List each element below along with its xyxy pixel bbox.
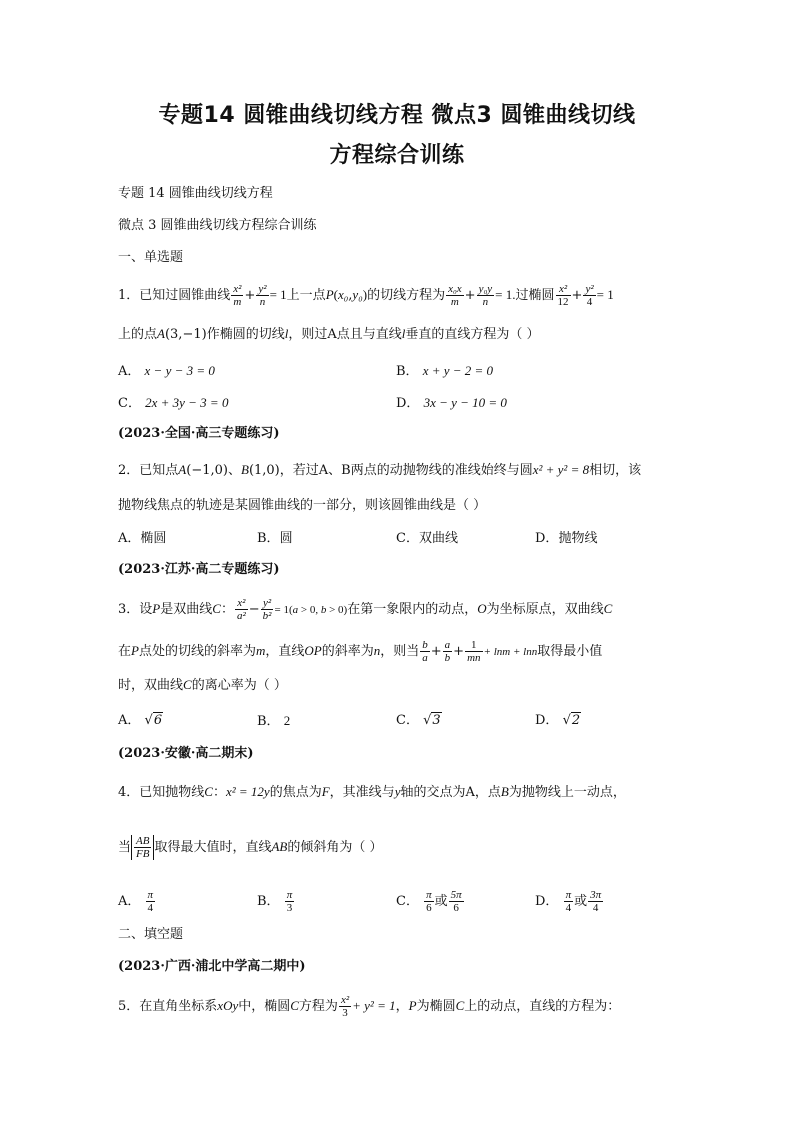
q3-option-c[interactable]: C． √3 xyxy=(396,713,441,728)
title-line-1: 专题14 圆锥曲线切线方程 微点3 圆锥曲线切线 xyxy=(158,103,636,128)
section-fill-blank: 二、填空题 xyxy=(118,927,184,942)
q3-option-b[interactable]: B． 2 xyxy=(257,713,291,729)
q1-frac-x2m: $\frac{\text{x²}}{m}$ xyxy=(233,283,242,308)
q1-line-1: 1．已知过圆锥曲线 $\frac{\text{x²}}{m}$ + $\frac{\text{y²}}{n}$ = 1上一点P(x₀,y₀)的切线方程为 $\frac{\text{x₀x}}{m}$ + $\frac{\text{y₀y}}{n}$ = 1.过椭圆 $\frac{\text{x²}}{12}$ + $\frac{\text{y²}}{4}$ = 1 xyxy=(118,283,614,308)
q2-option-c[interactable]: C．双曲线 xyxy=(396,531,458,546)
q1-option-c[interactable]: C． 2x + 3y − 3 = 0 xyxy=(118,395,229,411)
q3-line-1: 3．设P是双曲线C： $\frac{\text{x²}}{\text{a²}}$ − $\frac{\text{y²}}{\text{b²}}$ = 1(a > 0, b > 0)在第一象限内的动点，O为坐标原点，双曲线C xyxy=(118,597,613,622)
q5-source: (2023·广西·浦北中学高二期中) xyxy=(118,959,306,974)
q3-option-a[interactable]: A． √6 xyxy=(118,713,163,728)
q3-line-3: 时，双曲线C的离心率为（ ） xyxy=(118,677,287,693)
q1-option-d[interactable]: D． 3x − y − 10 = 0 xyxy=(396,395,507,411)
document-title xyxy=(100,96,694,176)
q2-option-a[interactable]: A．椭圆 xyxy=(118,531,167,546)
q4-option-a[interactable]: A． $\frac{\pi}{4}$ xyxy=(118,889,154,914)
q2-line-2: 抛物线焦点的轨迹是某圆锥曲线的一部分，则该圆锥曲线是（ ） xyxy=(118,498,487,513)
q2-option-d[interactable]: D．抛物线 xyxy=(535,531,598,546)
title-line-2: 方程综合训练 xyxy=(329,143,465,168)
q1-option-a[interactable]: A． x − y − 3 = 0 xyxy=(118,363,215,379)
q1-option-b[interactable]: B． x + y − 2 = 0 xyxy=(396,363,494,379)
subtitle-point: 微点 3 圆锥曲线切线方程综合训练 xyxy=(118,218,317,233)
q2-source: (2023·全国·高三专题练习) xyxy=(118,426,280,441)
q1-line-2: 上的点A(3,−1)作椭圆的切线l，则过A点且与直线l垂直的直线方程为（ ） xyxy=(118,326,540,342)
subtitle-topic: 专题 14 圆锥曲线切线方程 xyxy=(118,186,273,201)
q2-line-1: 2．已知点A(−1,0)、B(1,0)，若过A、B两点的动抛物线的准线始终与圆x² + y² = 8相切，该 xyxy=(118,462,642,478)
q4-option-b[interactable]: B． $\frac{\pi}{3}$ xyxy=(257,889,293,914)
q4-option-c[interactable]: C． $\frac{\pi}{6}$ 或 $\frac{5\pi}{6}$ xyxy=(396,889,462,914)
q5-line-1: 5．在直角坐标系xOy中，椭圆C方程为 $\frac{\text{x²}}{3}$ + y² = 1，P为椭圆C上的动点，直线的方程为： xyxy=(118,994,621,1019)
q4-source: (2023·安徽·高二期末) xyxy=(118,746,254,761)
q3-option-d[interactable]: D． √2 xyxy=(535,713,581,728)
section-single-choice: 一、单选题 xyxy=(118,250,184,265)
q4-line-1: 4．已知抛物线C：x² = 12y的焦点为F，其准线与y轴的交点为A，点B为抛物线上一动点， xyxy=(118,784,626,800)
q3-line-2: 在P点处的切线的斜率为m，直线OP的斜率为n，则当 $\frac{b}{a}$ + $\frac{a}{b}$ + $\frac{1}{mn}$ + lnm + lnn取得最小值 xyxy=(118,639,603,664)
q4-option-d[interactable]: D． $\frac{\pi}{4}$ 或 $\frac{3\pi}{4}$ xyxy=(535,889,602,914)
q3-source: (2023·江苏·高二专题练习) xyxy=(118,562,280,577)
q4-line-2: 当 $\frac{AB}{FB}$ 取得最大值时，直线AB的倾斜角为（ ） xyxy=(118,835,383,860)
q2-option-b[interactable]: B．圆 xyxy=(257,531,293,546)
q1-point-p: P xyxy=(325,287,334,302)
q1-frac-y2n: $\frac{\text{y²}}{n}$ xyxy=(258,283,267,308)
